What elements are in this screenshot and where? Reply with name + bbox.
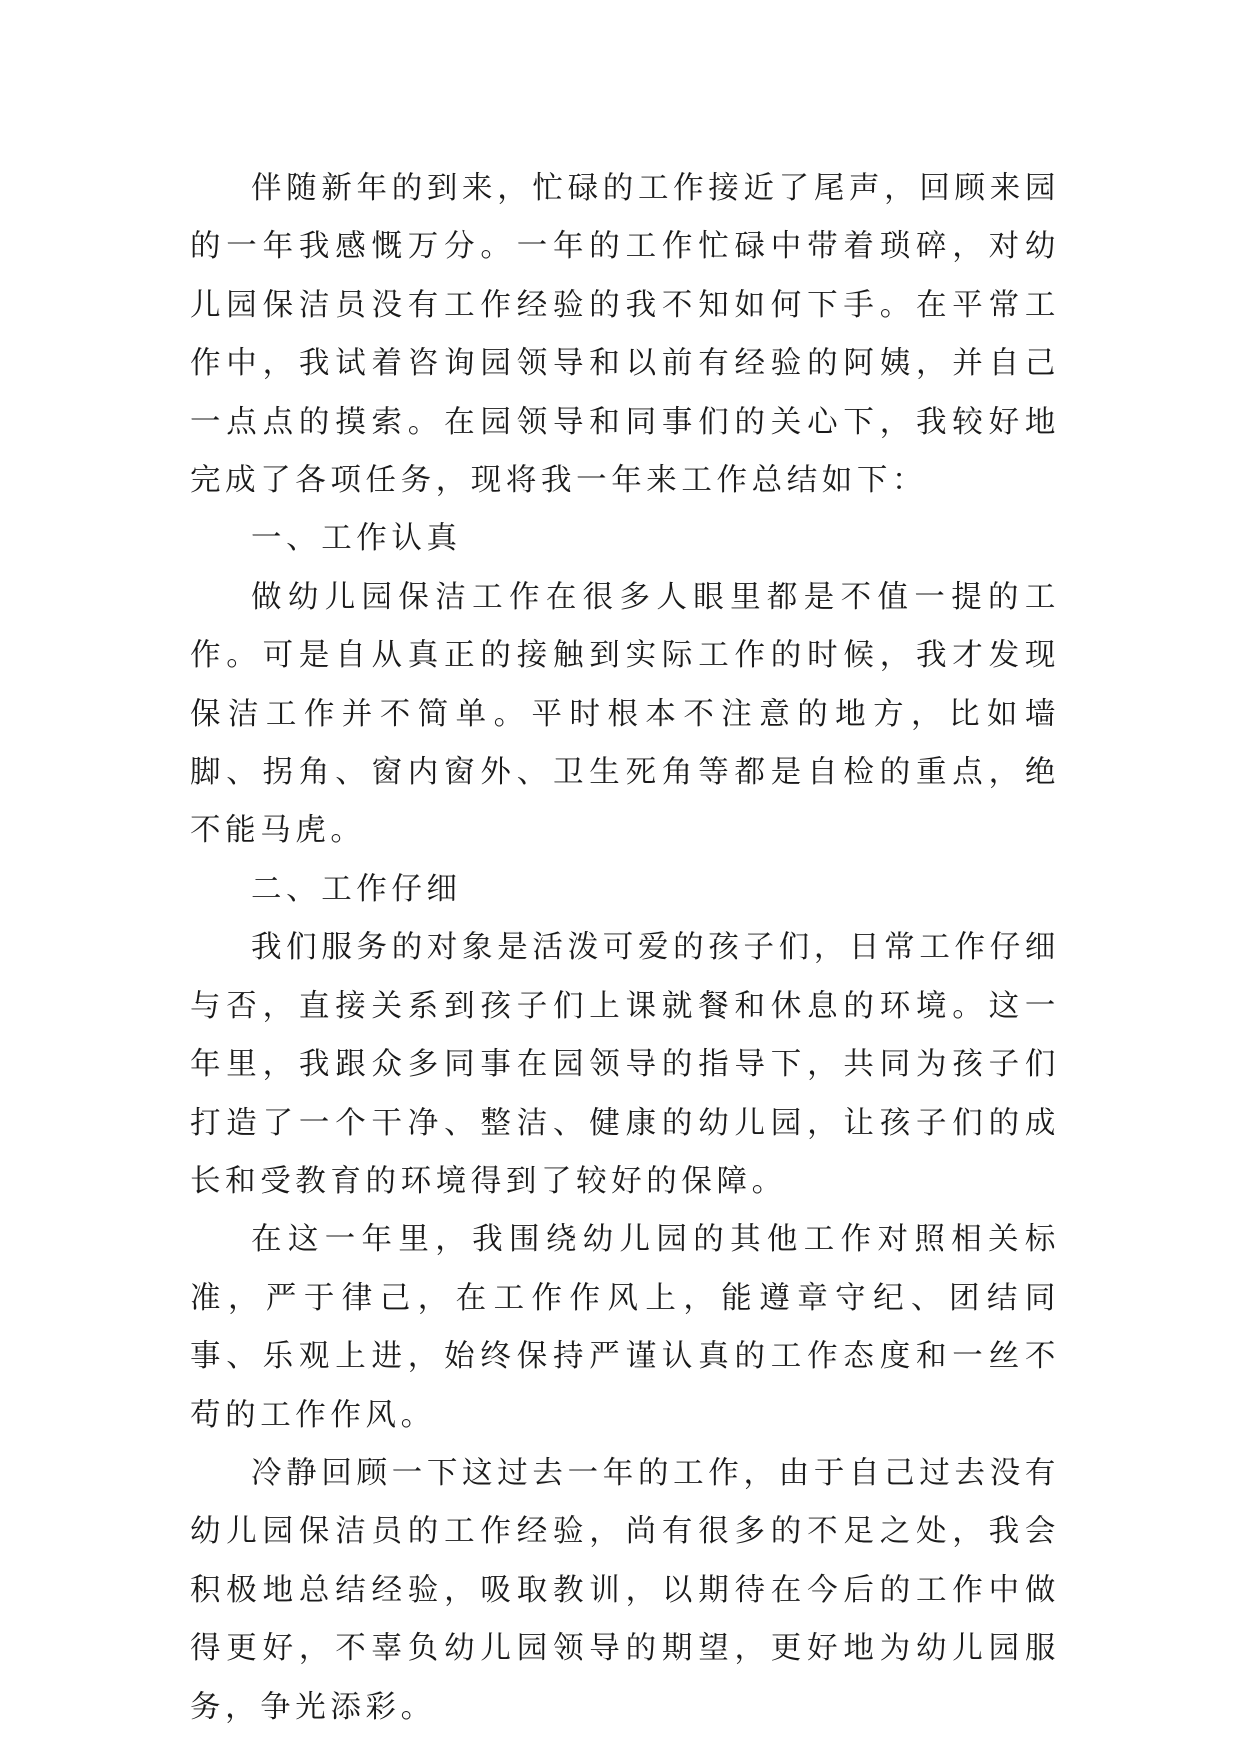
intro-paragraph: 伴随新年的到来，忙碌的工作接近了尾声，回顾来园的一年我感慨万分。一年的工作忙碌中带着琐碎，对幼儿园保洁员没有工作经验的我不知如何下手。在平常工作中，我试着咨询园领导和以前有经验的阿姨，并自己一点点的摸索。在园领导和同事们的关心下，我较好地完成了各项任务，现将我一年来工作总结如下： (190, 171, 1060, 499)
section-2-paragraph: 我们服务的对象是活泼可爱的孩子们，日常工作仔细与否，直接关系到孩子们上课就餐和休息的环境。这一年里，我跟众多同事在园领导的指导下，共同为孩子们打造了一个干净、整洁、健康的幼儿园，让孩子们的成长和受教育的环境得到了较好的保障。 (190, 930, 1060, 1199)
section-heading-1: 一、工作认真 (251, 521, 462, 557)
document-body (190, 160, 1060, 1737)
section-heading-2: 二、工作仔细 (251, 871, 462, 907)
section-1-paragraph: 做幼儿园保洁工作在很多人眼里都是不值一提的工作。可是自从真正的接触到实际工作的时候，我才发现保洁工作并不简单。平时根本不注意的地方，比如墙脚、拐角、窗内窗外、卫生死角等都是自检的重点，绝不能马虎。 (190, 579, 1060, 849)
conclusion-paragraph: 冷静回顾一下这过去一年的工作，由于自己过去没有幼儿园保洁员的工作经验，尚有很多的不足之处，我会积极地总结经验，吸取教训，以期待在今后的工作中做得更好，不辜负幼儿园领导的期望，更好地为幼儿园服务，争光添彩。 (190, 1455, 1060, 1725)
conduct-paragraph: 在这一年里，我围绕幼儿园的其他工作对照相关标准，严于律己，在工作作风上，能遵章守纪、团结同事、乐观上进，始终保持严谨认真的工作态度和一丝不苟的工作作风。 (190, 1222, 1060, 1433)
